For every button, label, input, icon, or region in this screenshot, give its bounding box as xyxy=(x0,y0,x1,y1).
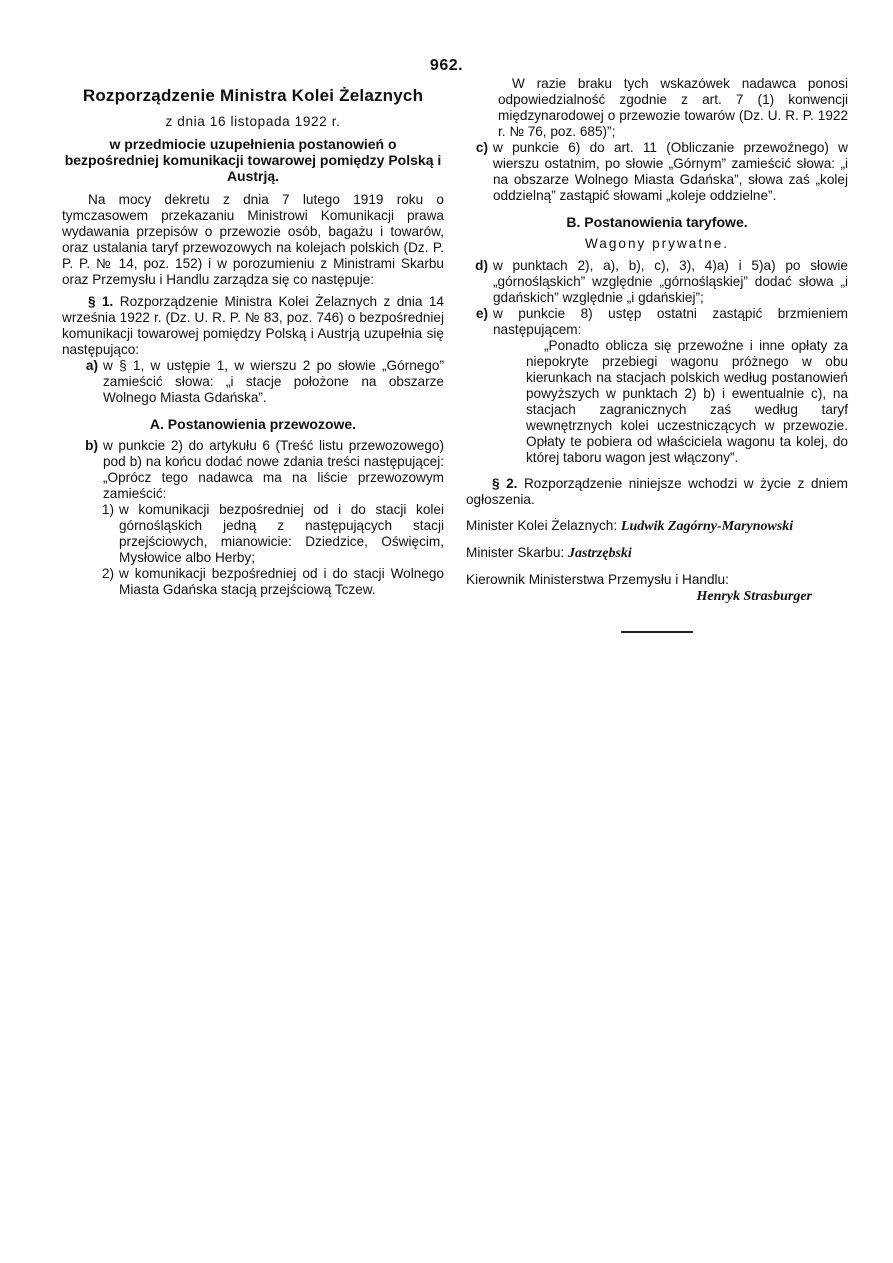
signature-1-name: Ludwik Zagórny-Marynowski xyxy=(620,519,794,534)
signature-3-name: Henryk Strasburger xyxy=(696,589,812,604)
item-a xyxy=(62,358,444,406)
item-d-mark: d) xyxy=(475,258,488,273)
page-number: 962. xyxy=(429,57,464,74)
right-column xyxy=(466,76,848,633)
signature-3-name-line xyxy=(466,588,848,605)
left-column xyxy=(62,76,444,598)
item-a-text: w § 1, w ustępie 1, w wierszu 2 po słowie „Górnego” zamieścić słowa: „i stacje położone na obszarze Wolnego Miasta Gdańska”. xyxy=(103,358,444,405)
section-1-text: Rozporządzenie Ministra Kolei Żelaznych z dnia 14 września 1922 r. (Dz. U. R. P. № 83, poz. 746) o bezpośredniej komunikacji towarowej pomiędzy Polską i Austrją uzupełnia się następująco: xyxy=(62,294,444,357)
section-2-text: Rozporządzenie niniejsze wchodzi w życie z dniem ogłoszenia. xyxy=(466,476,848,507)
item-d-text: w punktach 2), a), b), c), 3), 4)a) i 5)a) po słowie „górnośląskich” względnie „górnośląskiej” dodać słowa „i gdańskich” względnie „i gdańskiej”; xyxy=(493,258,848,305)
signature-1-role: Minister Kolei Żelaznych: xyxy=(466,518,618,533)
item-b-text: w punkcie 2) do artykułu 6 (Treść listu przewozowego) pod b) na końcu dodać nowe zdania treści następującej: „Oprócz tego nadawca ma na liście przewozowym zamieścić: xyxy=(103,438,444,501)
document-title: Rozporządzenie Ministra Kolei Żelaznych xyxy=(82,86,424,105)
signature-2-name: Jastrzębski xyxy=(568,546,632,561)
sub-1-text: w komunikacji bezpośredniej od i do stacji kolei górnośląskich jedną z następujących stacji przejściowych, mianowicie: Dziedzice, Oświęcim, Mysłowice albo Herby; xyxy=(119,502,444,565)
document-subject: w przedmiocie uzupełnienia postanowień o bezpośredniej komunikacji towarowej pomiędzy Polską i Austrją. xyxy=(64,136,442,184)
signature-2-role: Minister Skarbu: xyxy=(466,545,565,560)
quoted-provision: „Ponadto oblicza się przewoźne i inne opłaty za niepokryte przebiegi wagonu próżnego w obu kierunkach na stacjach polskich według postanowień powyższych w punktach 2) b) i ewentualnie c), na stacjach zagranicznych zaś według taryf wewnętrznych kolei uczestniczących w przewozie. Opłaty te pobiera od właściciela wagonu ta kolej, do której taboru wagon jest włączony”. xyxy=(526,338,848,465)
item-e-text: w punkcie 8) ustęp ostatni zastąpić brzmieniem następującem: xyxy=(493,306,848,337)
section-2-label: § 2. xyxy=(492,476,518,491)
item-b xyxy=(62,438,444,502)
signature-3-role: Kierownik Ministerstwa Przemysłu i Handlu: xyxy=(466,572,729,587)
item-c-text: w punkcie 6) do art. 11 (Obliczanie przewoźnego) w wierszu ostatnim, po słowie „Górnym” zamieścić słowa: „i na obszarze Wolnego Miasta Gdańska”, słowa zaś „kolej oddzielną” zastąpić słowami „koleje oddzielne”. xyxy=(493,140,848,203)
section-a-heading: A. Postanowienia przewozowe. xyxy=(149,416,357,432)
sub-2-mark: 2) xyxy=(101,566,114,581)
item-c-mark: c) xyxy=(475,140,488,155)
item-c xyxy=(466,140,848,204)
sub-1-mark: 1) xyxy=(101,502,114,517)
document-date: z dnia 16 listopada 1922 r. xyxy=(165,114,341,129)
item-d xyxy=(466,258,848,306)
signature-minister-treasury xyxy=(466,545,848,562)
signature-head-industry xyxy=(466,572,848,588)
end-rule xyxy=(621,631,693,633)
section-b-subheading: Wagony prywatne. xyxy=(584,236,730,251)
section-1-paragraph xyxy=(62,294,444,358)
item-b-sub-1 xyxy=(62,502,444,566)
item-e xyxy=(466,306,848,338)
section-1-label: § 1. xyxy=(88,294,114,309)
section-b-heading: B. Postanowienia taryfowe. xyxy=(566,214,748,230)
item-b-mark: b) xyxy=(85,438,98,453)
sub-2-text: w komunikacji bezpośredniej od i do stacji Wolnego Miasta Gdańska stacją przejściową Tczew. xyxy=(119,566,444,597)
item-e-mark: e) xyxy=(475,306,488,321)
section-2-paragraph xyxy=(466,476,848,508)
item-a-mark: a) xyxy=(85,358,98,373)
signature-minister-railways xyxy=(466,518,848,535)
intro-paragraph: Na mocy dekretu z dnia 7 lutego 1919 roku o tymczasowem przekazaniu Ministrowi Komunikacji prawa wydawania przepisów o przewozie osób, bagażu i towarów, oraz ustalania taryf przewozowych na kolejach polskich (Dz. P. P. P. № 14, poz. 152) i w porozumieniu z Ministrami Skarbu oraz Przemysłu i Handlu zarządza się co następuje: xyxy=(62,192,444,287)
item-b-sub-2 xyxy=(62,566,444,598)
continuation-paragraph: W razie braku tych wskazówek nadawca ponosi odpowiedzialność zgodnie z art. 7 (1) konwencji międzynarodowej o przewozie towarów (Dz. U. R. P. 1922 r. № 76, poz. 685)”; xyxy=(498,76,848,139)
